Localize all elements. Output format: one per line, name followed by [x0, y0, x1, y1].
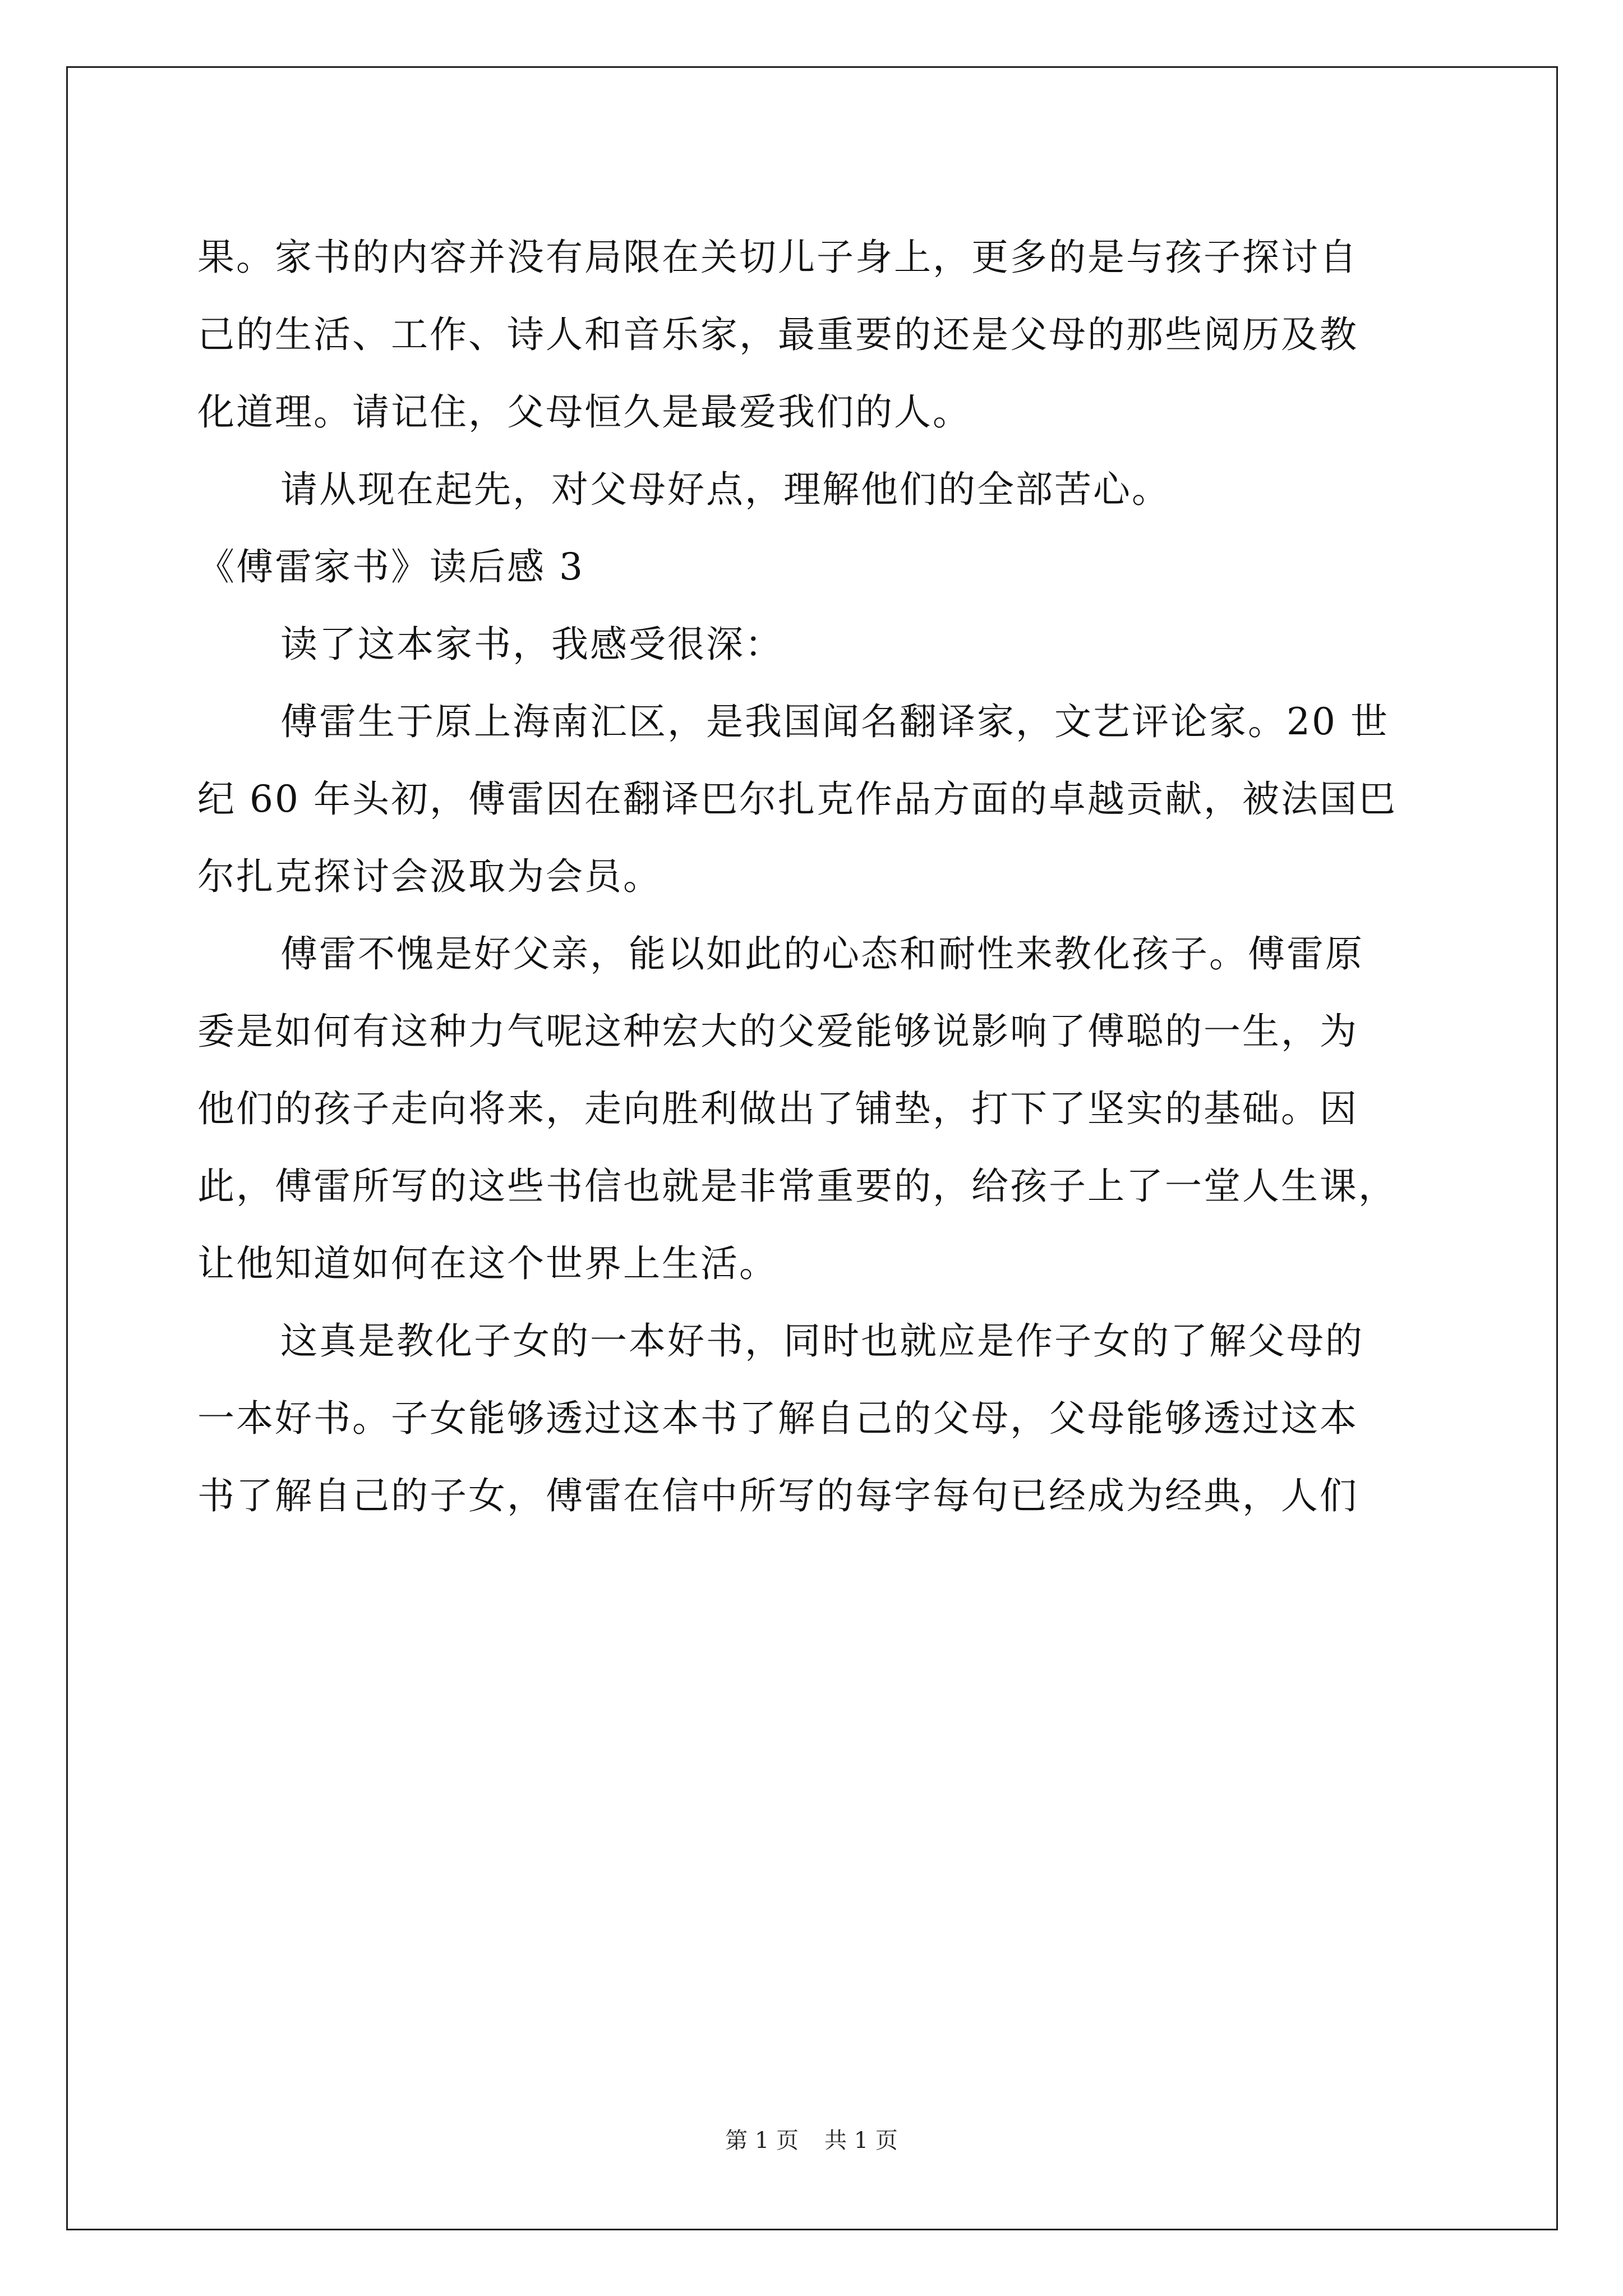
text-line: 此，傅雷所写的这些书信也就是非常重要的，给孩子上了一堂人生课， — [197, 1165, 1397, 1208]
text-line: 化道理。请记住，父母恒久是最爱我们的人。 — [197, 390, 971, 434]
paragraph — [197, 606, 1442, 683]
paragraph — [197, 1303, 1442, 1535]
text-line: 书了解自己的子女，傅雷在信中所写的每字每句已经成为经典，人们 — [197, 1474, 1358, 1517]
text-line: 请从现在起先，对父母好点，理解他们的全部苦心。 — [280, 468, 1170, 511]
paragraph — [197, 915, 1442, 1303]
page-total: 共 1 页 — [824, 2128, 898, 2154]
section-heading — [197, 528, 1442, 606]
text-line: 傅雷生于原上海南汇区，是我国闻名翻译家，文艺评论家。20 世 — [280, 700, 1389, 743]
text-line: 让他知道如何在这个世界上生活。 — [197, 1242, 778, 1285]
text-line: 他们的孩子走向将来，走向胜利做出了铺垫，打下了坚实的基础。因 — [197, 1087, 1358, 1130]
text-line: 己的生活、工作、诗人和音乐家，最重要的还是父母的那些阅历及教 — [197, 313, 1358, 356]
text-line: 傅雷不愧是好父亲，能以如此的心态和耐性来教化孩子。傅雷原 — [280, 932, 1364, 976]
text-line: 尔扎克探讨会汲取为会员。 — [197, 855, 662, 898]
page-number: 第 1 页 — [725, 2128, 799, 2154]
text-line: 这真是教化子女的一本好书，同时也就应是作子女的了解父母的 — [280, 1319, 1364, 1363]
page-footer — [0, 2125, 1623, 2156]
heading-text: 《傅雷家书》读后感 3 — [197, 545, 584, 588]
text-line: 果。家书的内容并没有局限在关切儿子身上，更多的是与孩子探讨自 — [197, 236, 1358, 279]
paragraph — [197, 451, 1442, 528]
paragraph — [197, 219, 1442, 451]
text-line: 读了这本家书，我感受很深： — [280, 623, 783, 666]
paragraph — [197, 683, 1442, 915]
document-body — [197, 219, 1442, 1535]
text-line: 委是如何有这种力气呢这种宏大的父爱能够说影响了傅聪的一生，为 — [197, 1010, 1358, 1053]
text-line: 纪 60 年头初，傅雷因在翻译巴尔扎克作品方面的卓越贡献，被法国巴 — [197, 777, 1397, 821]
text-line: 一本好书。子女能够透过这本书了解自己的父母，父母能够透过这本 — [197, 1397, 1358, 1440]
